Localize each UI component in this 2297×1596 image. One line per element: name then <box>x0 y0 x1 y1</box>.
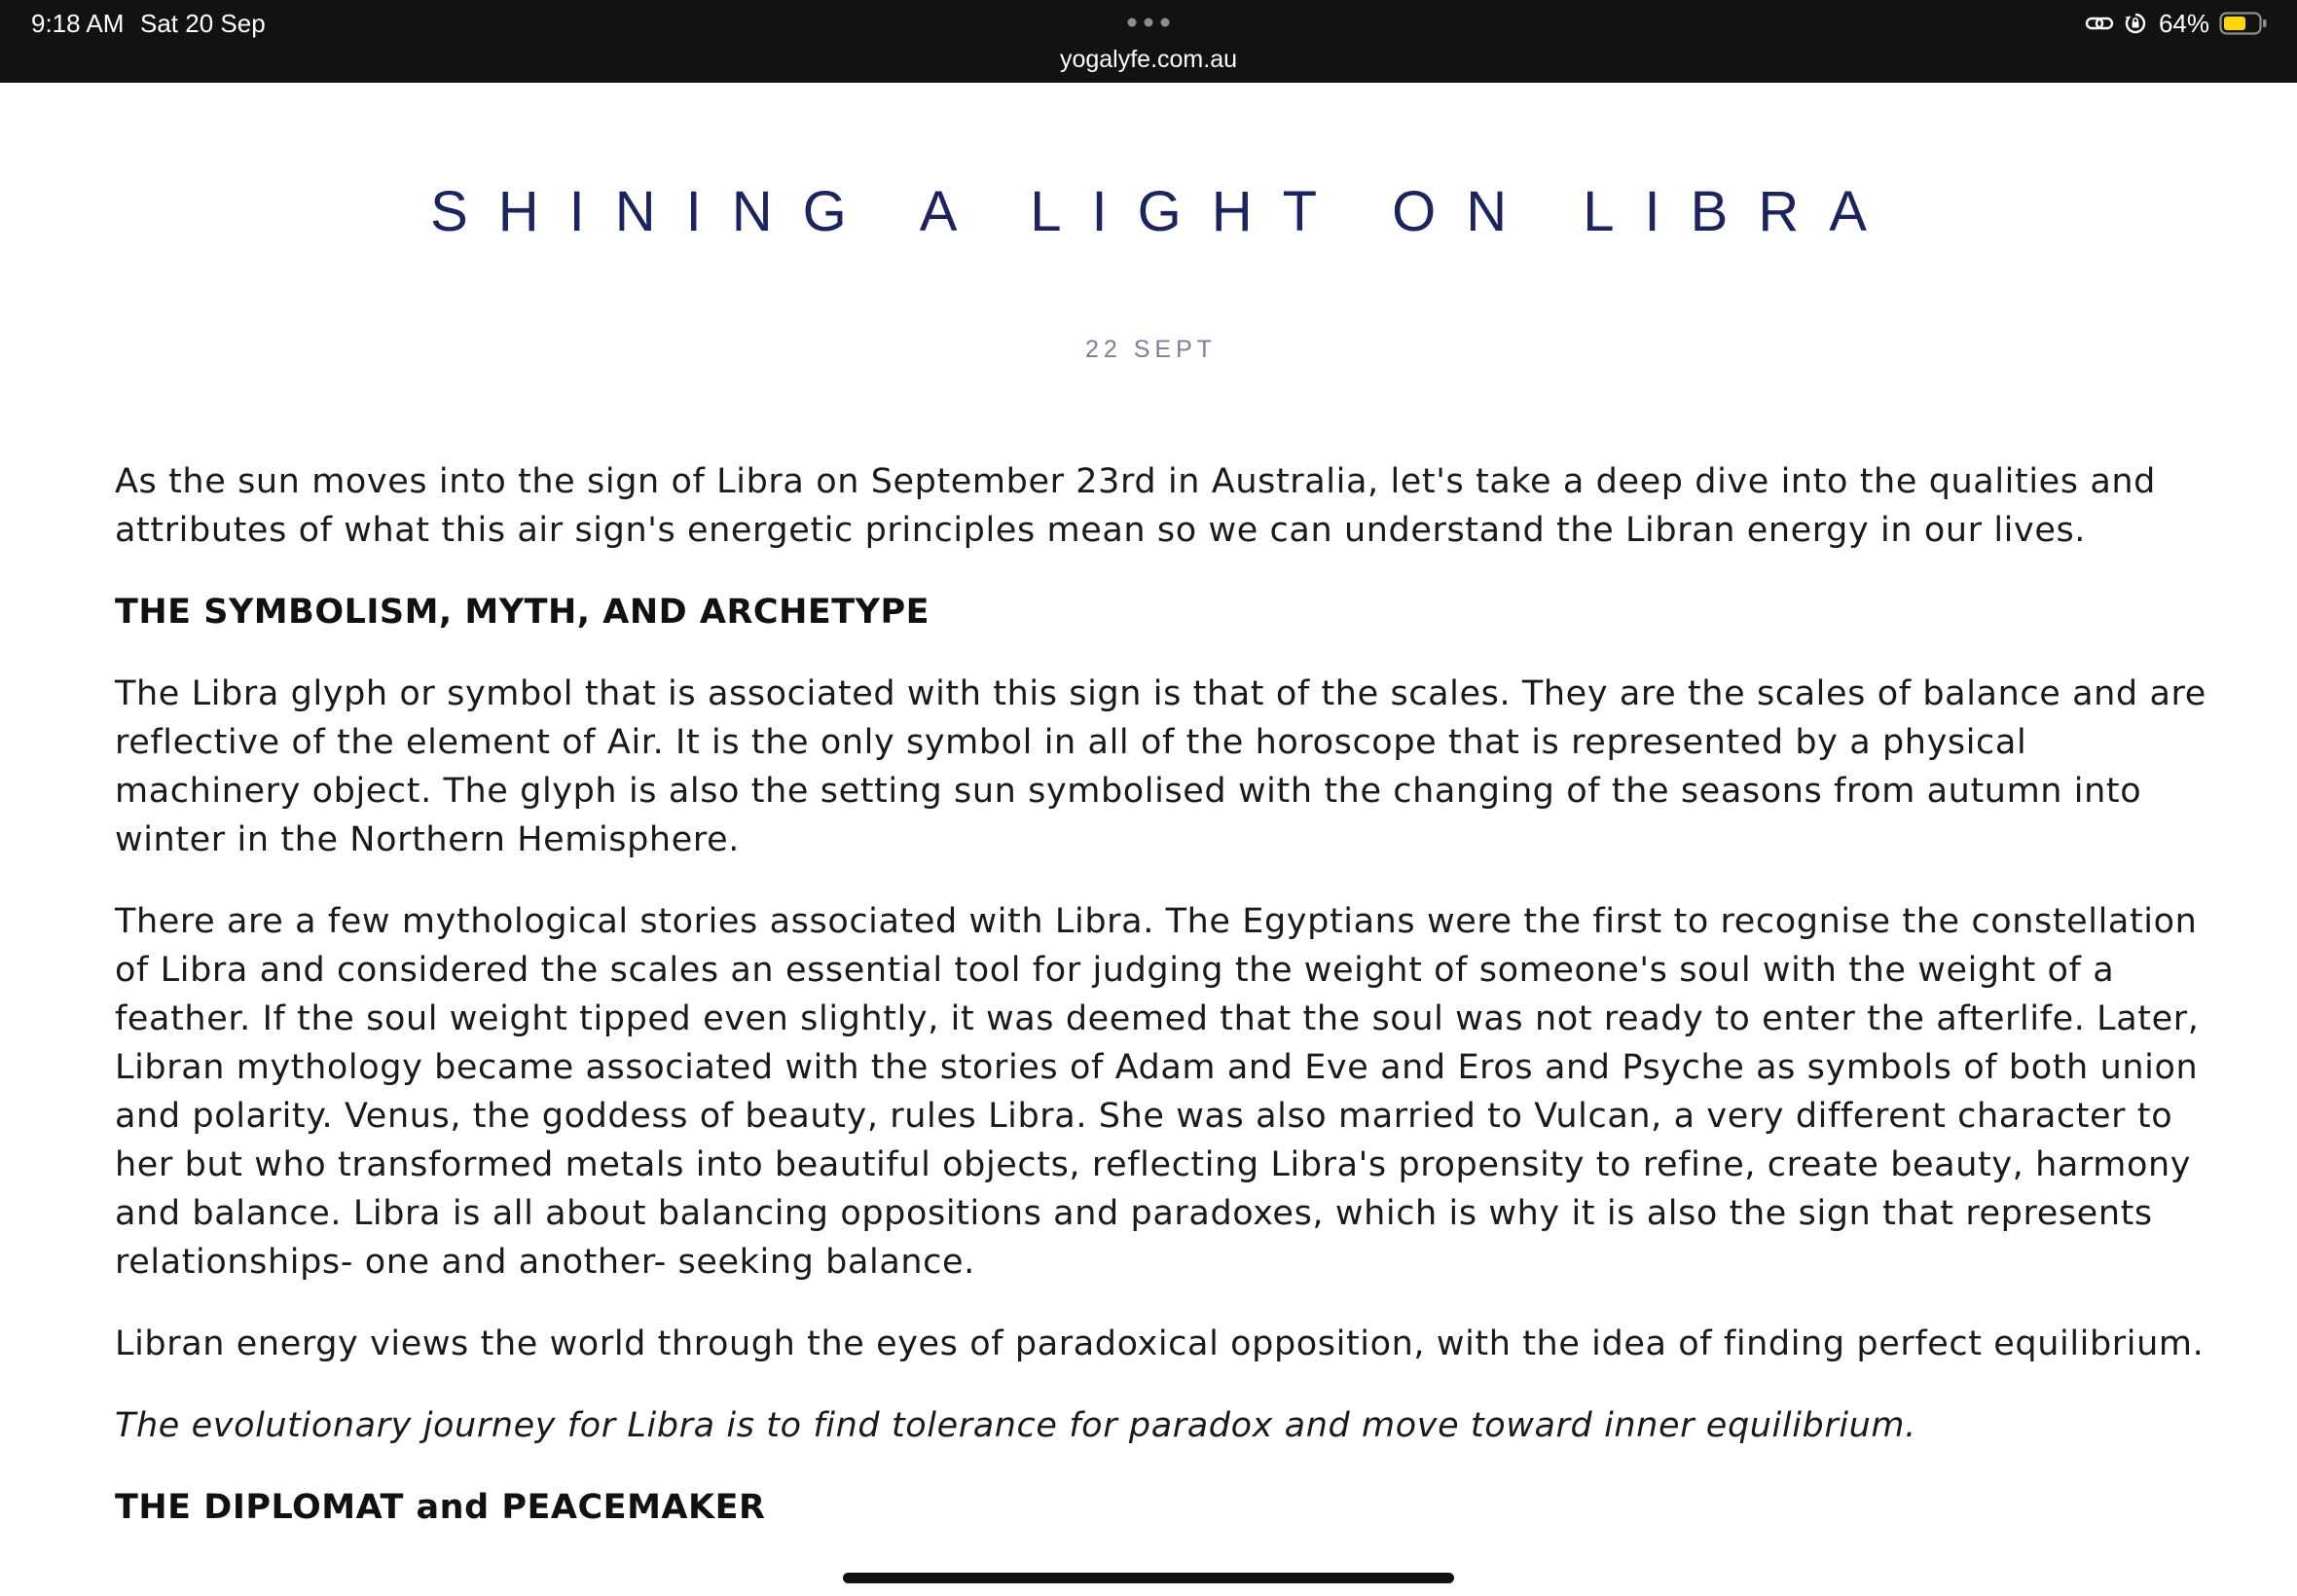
paragraph-glyph: The Libra glyph or symbol that is associated with this sign is that of the scales. They are the scales of balance and are reflective of the element of Air. It is the only symbol in all of the horoscope that is represented by a physical machinery object. The glyph is also the setting sun symbolised with the changing of the seasons from autumn into winter in the Northern Hemisphere. <box>115 674 2206 859</box>
article-body <box>115 457 2207 1565</box>
section-heading-diplomat: THE DIPLOMAT and PEACEMAKER <box>115 1488 766 1527</box>
status-date: Sat 20 Sep <box>140 9 266 38</box>
status-time: 9:18 AM <box>31 9 125 38</box>
article-title: SHINING A LIGHT ON LIBRA <box>430 180 1897 243</box>
battery-icon <box>2219 12 2268 35</box>
section-heading-symbolism: THE SYMBOLISM, MYTH, AND ARCHETYPE <box>115 593 930 632</box>
paragraph-evolutionary-journey: The evolutionary journey for Libra is to find tolerance for paradox and move toward inner equilibrium. <box>115 1406 1916 1445</box>
paragraph-libran-energy: Libran energy views the world through the eyes of paradoxical opposition, with the idea of finding perfect equilibrium. <box>115 1324 2205 1363</box>
status-bar <box>0 0 2297 83</box>
article-date: 22 SEPT <box>1084 336 1218 363</box>
paragraph-mythology: There are a few mythological stories associated with Libra. The Egyptians were the first to recognise the constellation of Libra and considered the scales an essential tool for judging the weight of someone's soul with the weight of a feather. If the soul weight tipped even slightly, it was deemed that the soul was not ready to enter the afterlife. Later, Libran mythology became associated with the stories of Adam and Eve and Eros and Psyche as symbols of both union and polarity. Venus, the goddess of beauty, rules Libra. She was also married to Vulcan, a very different character to her but who transformed metals into beautiful objects, reflecting Libra's propensity to refine, create beauty, harmony and balance. Libra is all about balancing oppositions and paradoxes, which is why it is also the sign that represents relationships- one and another- seeking balance. <box>115 902 2200 1282</box>
link-icon <box>2085 13 2114 34</box>
status-indicators <box>2085 6 2268 41</box>
intro-paragraph: As the sun moves into the sign of Libra on September 23rd in Australia, let's take a deep dive into the qualities and attributes of what this air sign's energetic principles mean so we can understand the Libran energy in our lives. <box>115 462 2156 550</box>
multitask-dots-icon[interactable] <box>1127 18 1170 27</box>
home-indicator[interactable] <box>843 1573 1454 1583</box>
address-bar-url[interactable]: yogalyfe.com.au <box>1059 46 1238 73</box>
rotation-lock-icon <box>2124 12 2147 35</box>
battery-percent: 64% <box>2158 8 2209 38</box>
